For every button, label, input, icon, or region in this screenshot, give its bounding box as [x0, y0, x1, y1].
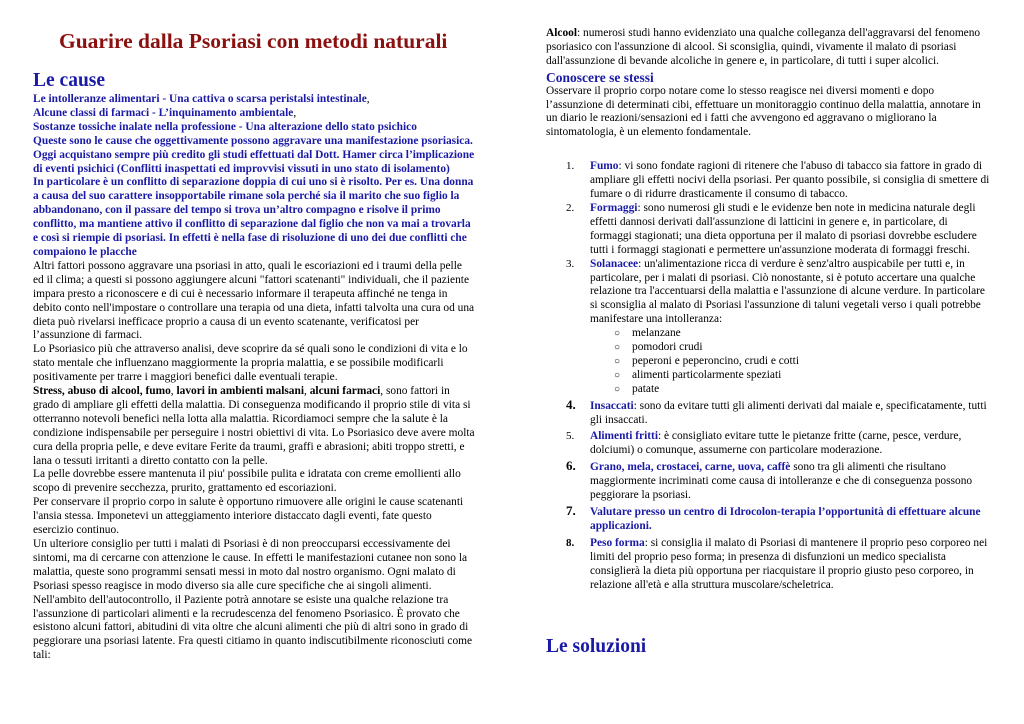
alcool-text: : numerosi studi hanno evidenziato una qualche colleganza dell'aggravarsi del fenomeno psoriasico con l'assunzione di alcool. Si sconsiglia, quindi, vivamente il malato di psoriasi dall'assunzione di bevande alcoliche in genere e, in particolare, di tutti i super alcolici.	[546, 27, 981, 67]
list-text: : un'alimentazione ricca di verdure è senz'altro auspicabile per tutti e, in particolare, per i malati di psoriasi. Ciò nonostante, si è potuto accertare una qualche relazione tra l'accentuarsi della malattia e l'assunzione di alcune verdure. In particolare si sconsiglia al malato di Psoriasi l'assunzione di taluni vegetali verso i quali potrebbe manifestare una intolleranza:	[590, 257, 985, 326]
analysis-paragraph: Lo Psoriasico più che attraverso analisi, deve scoprire da sé quali sono le condizioni di vita e lo stato mentale che influenzano maggiormente la propria malattia, e se possibile modificarli positivamente per trarre i maggiori benefici dalle eventuali terapie.	[33, 343, 468, 384]
list-text: : si consiglia il malato di Psoriasi di mantenere il proprio peso corporeo nei limiti del proprio peso forma; in presenza di disfunzioni un medico specialista consiglierà la dieta più opportuna per riacquistare il proprio giusto peso corporeo, in relazione all'età e alla struttura muscolare/scheletrica.	[590, 536, 988, 591]
stress-term-1: Stress, abuso di alcool, fumo	[33, 385, 171, 398]
alcool-paragraph	[546, 27, 992, 69]
list-number: 4.	[566, 396, 576, 412]
list-term: Valutare presso un centro di Idrocolon-terapia l’opportunità di effettuare alcune applicazioni.	[590, 506, 981, 532]
list-item	[546, 537, 992, 593]
list-term: Solanacee	[590, 257, 639, 270]
sublist-item: ○ patate	[616, 383, 992, 397]
list-item	[546, 458, 992, 503]
know-yourself-text: Osservare il proprio corpo notare come lo stesso reagisce nei diversi momenti e dopo l’assunzione di determinati cibi, effettuare un monitoraggio continuo della malattia, annotare in un diario le reazioni/sensazioni ed i fatti che avvengono ed aggravano o migliorano la sintomatologia, è un elemento fondamentale.	[546, 84, 981, 139]
list-number: 6.	[566, 458, 576, 474]
list-number: 5.	[566, 430, 575, 443]
sublist-item: ○ alimenti particolarmente speziati	[616, 369, 992, 383]
sublist-item: ○ melanzane	[616, 327, 992, 341]
list-term: Formaggi	[590, 201, 638, 214]
list-term: Fumo	[590, 160, 619, 173]
triggers-paragraph: Altri fattori possono aggravare una psoriasi in atto, quali le escoriazioni ed i traumi della pelle ed il clima; a questi si possono aggiungere alcuni "fattori scatenanti" individuali, che il paziente impara presto a riconoscere e di cui è necessario informare il terapeuta affinché ne tenga in debito conto nell'impostare o controllare una terapia od una dieta, infatti talvolta una cura od una dieta può rivelarsi inefficace proprio a causa di un evento scatenante, verificatosi per l’assunzione di farmaci.	[33, 259, 475, 342]
alcool-term: Alcool	[546, 27, 578, 39]
list-number: 7.	[566, 503, 576, 518]
list-term: Peso forma	[590, 536, 645, 549]
cause-line-1-text: Le intolleranze alimentari - Una cattiva o scarsa peristalsi intestinale	[33, 93, 367, 105]
list-item	[546, 396, 992, 428]
stress-sep-1: ,	[170, 385, 177, 398]
cause-body	[33, 93, 475, 663]
list-number: 2.	[566, 201, 575, 214]
cause-heading: Le cause	[33, 70, 106, 91]
right-top	[546, 27, 992, 592]
list-item	[546, 202, 992, 258]
food-list-continued	[546, 396, 992, 593]
list-text: : vi sono fondate ragioni di ritenere che l'abuso di tabacco sia fattore in grado di ampliare gli effetti nocivi della psoriasi. Per quanto possibile, si consiglia di smettere di fumare o di ridurre drasticamente il consumo di tabacco.	[590, 160, 990, 201]
list-number: 1.	[566, 160, 575, 173]
list-term: Grano, mela, crostacei, carne, uova, caffè	[590, 461, 791, 474]
conflict-paragraph: In particolare è un conflitto di separazione doppia di cui uno si è risolto. Per es. Una donna a causa del suo carattere insopportabile rimane sola perché sia il marito che suo figlio la abbandonano, con il passare del tempo si trova un’altro compagno e risolve il primo conflitto, ma mantiene attivo il conflitto di separazione dal figlio che non va mai a trovarla e così si riempie di psoriasi. In effetti è nella fase di risoluzione di uno dei due conflitti che compaiono le placche	[33, 176, 474, 258]
stress-sep-2: ,	[304, 385, 310, 398]
know-yourself-heading: Conoscere se stessi	[546, 69, 654, 85]
list-text: sono tra gli alimenti che risultano maggiormente incriminati come causa di intolleranze e che di conseguenza possono peggiorare la psoriasi.	[590, 461, 973, 502]
list-text: : è consigliato evitare tutte le pietanze fritte (carne, pesce, verdure, dolciumi) o comunque, assumerne con particolare moderazione.	[590, 430, 962, 457]
list-item	[546, 160, 992, 202]
list-term: Alimenti fritti	[590, 430, 659, 443]
cause-line-1-suffix: ,	[366, 93, 370, 105]
cause-line-2-text: Alcune classi di farmaci - L’inquinamento ambientale	[33, 106, 294, 119]
advice-paragraph: Un ulteriore consiglio per tutti i malati di Psoriasi è di non preoccuparsi eccessivamente dei sintomi, ma di cercarne con attenzione le cause. In effetti le manifestazioni cutanee non sono la malattia, queste sono programmi sensati messi in moto dal nostro organismo. Ogni malato di Psoriasi spesso reagisce in modo diverso sia alle cure specifiche che ai singoli alimenti. Nell'ambito dell'autocontrollo, il Paziente potrà annotare se esiste una qualche relazione tra l'assunzione di particolari alimenti e la recrudescenza del fenomeno Psoriasico. È provato che esistono alcuni fattori, abitudini di vita oltre che alcuni alimenti che più di altri sono in grado di peggiorare una psoriasi latente. Fra questi citiamo in quanto indiscutibilmente riconosciuti come tali:	[33, 538, 473, 662]
healthy-paragraph: Per conservare il proprio corpo in salute è opportuno rimuovere alle origini le cause scatenanti l'ansia stessa. Imponetevi un atteggiamento interiore distaccato dagli eventi, fate questo esercizio continuo.	[33, 496, 464, 537]
page-title: Guarire dalla Psoriasi con metodi naturali	[59, 29, 448, 53]
list-text: : sono numerosi gli studi e le evidenze ben note in medicina naturale degli effetti dannosi derivati dall'assunzione di latticini in genere e, in particolare, di formaggi stagionati; una dieta opportuna per il malato di psoriasi dovrebbe escludere tutti i formaggi stagionati e permettere un'assunzione moderata di formaggi freschi.	[590, 201, 977, 256]
list-number: 8.	[566, 536, 575, 549]
list-item	[546, 430, 992, 458]
stress-term-3: alcuni farmaci	[309, 385, 381, 398]
cause-line-3: Sostanze tossiche inalate nella professione - Una alterazione dello stato psichico	[33, 120, 417, 133]
list-term: Insaccati	[590, 399, 634, 412]
list-number: 3.	[566, 257, 575, 270]
cause-line-1	[33, 93, 475, 107]
list-item	[546, 503, 992, 534]
sublist-item: ○ peperoni e peperoncino, crudi e cotti	[616, 355, 992, 369]
skin-paragraph: La pelle dovrebbe essere mantenuta il piu' possibile pulita e idratata con creme emollienti allo scopo di prevenire secchezza, prurito, grattamento ed escoriazioni.	[33, 468, 461, 495]
food-list	[546, 160, 992, 327]
sublist-item: ○ pomodori crudi	[616, 341, 992, 355]
solutions-heading: Le soluzioni	[546, 636, 647, 657]
stress-term-2: lavori in ambienti malsani	[176, 385, 304, 398]
stress-paragraph	[33, 385, 475, 468]
solanacee-sublist	[546, 327, 992, 397]
stress-rest: , sono fattori in grado di ampliare gli effetti della malattia. Di conseguenza modificando il proprio stile di vita si otterranno notevoli benefici nella lotta alla malattia. Ricordiamoci sempre che la salute è la condizione indispensabile per perseguire i nostri obiettivi di vita. Lo Psoriasico deve avere molta cura della propria pelle, e deve evitare Ferite da traumi, graffi e abrasioni; abiti troppo stretti, e lana o tessuti irritanti a diretto contatto con la pelle.	[33, 385, 475, 467]
cause-line-2	[33, 107, 475, 121]
list-text: : sono da evitare tutti gli alimenti derivati dal maiale e, specificatamente, tutti gli insaccati.	[590, 399, 987, 426]
cause-line-2-suffix: ,	[293, 106, 297, 119]
hamer-paragraph: Queste sono le cause che oggettivamente possono aggravare una manifestazione psoriasica. Oggi acquistano sempre più credito gli studi effettuati dal Dott. Hamer circa l’implicazione di eventi psichici (Conflitti inaspettati ed improvvisi vissuti in uno stato di isolamento)	[33, 134, 475, 175]
list-item	[546, 258, 992, 328]
